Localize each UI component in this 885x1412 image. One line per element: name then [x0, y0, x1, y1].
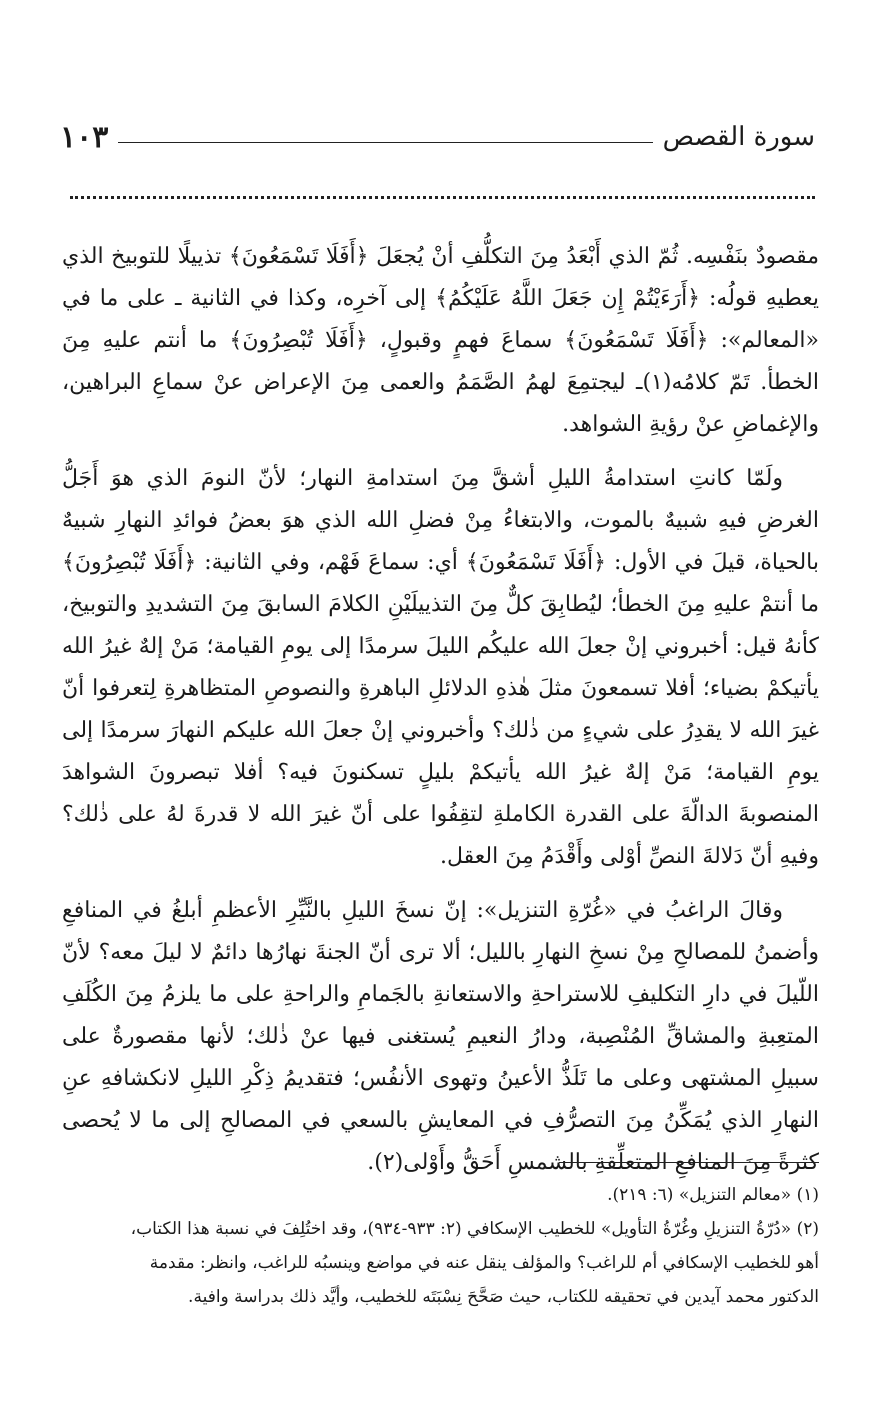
main-text: [62, 236, 819, 1196]
footnotes: [62, 1178, 819, 1314]
footnote-2-line-3: الدكتور محمد آيدين في تحقيقه للكتاب، حيث صَحَّحَ نِسْبَتَه للخطيب، وأيَّد ذلك بدراسة وافية.: [188, 1287, 819, 1307]
page-number: ١٠٣: [60, 119, 109, 155]
dotted-separator: [70, 196, 815, 213]
footnote-2-line-1: (٢) «دُرّةُ التنزيلِ وغُرّةُ التأويل» للخطيب الإسكافي (٢: ٩٣٣-٩٣٤)، وقد اختُلِفَ في نسبة هذا الكتاب،: [130, 1219, 819, 1239]
footnote-1: (١) «معالم التنزيل» (٦: ٢١٩).: [607, 1185, 819, 1205]
paragraph: ولَمّا كانتِ استدامةُ الليلِ أشقَّ مِنَ استدامةِ النهار؛ لأنّ النومَ الذي هوَ أَجَلُّ الغرضِ فيهِ شبيهٌ بالموت، والابتغاءُ مِنْ فضلِ الله الذي هوَ بعضُ فوائدِ النهارِ شبيهٌ بالحياة، قيلَ في الأول: ﴿أَفَلَا تَسْمَعُونَ﴾ أي: سماعَ فَهْم، وفي الثانية: ﴿أَفَلَا تُبْصِرُونَ﴾ ما أنتمْ عليهِ مِنَ الخطأ؛ ليُطابِقَ كلٌّ مِنَ التذييلَيْنِ الكلامَ السابقَ مِنَ التشديدِ والتوبيخ، كأنهُ قيل: أخبروني إنْ جعلَ الله عليكُم الليلَ سرمدًا إلى يومِ القيامة؛ مَنْ إلهٌ غيرُ الله يأتيكمْ بضياء؛ أفلا تسمعونَ مثلَ هٰذهِ الدلائلِ الباهرةِ والنصوصِ المتظاهرةِ لِتعرفوا أنّ غيرَ الله لا يقدِرُ على شيءٍ من ذٰلك؟ وأخبروني إنْ جعلَ الله عليكم النهارَ سرمدًا إلى يومِ القيامة؛ مَنْ إلهٌ غيرُ الله يأتيكمْ بليلٍ تسكنونَ فيه؟ أفلا تبصرونَ الشواهدَ المنصوبةَ الدالّةَ على القدرة الكاملةِ لتقِفُوا على أنّ غيرَ الله لا قدرةَ لهُ على ذٰلك؟ وفيهِ أنّ دَلالةَ النصِّ أوْلى وأَقْدَمُ مِنَ العقل.: [62, 466, 820, 869]
surah-title: سورة القصص: [662, 122, 815, 152]
running-header: [60, 112, 815, 162]
footnote-2-line-2: أهو للخطيب الإسكافي أم للراغب؟ والمؤلف ينقل عنه في مواضع وينسبُه للراغب، وانظر: مقدمة: [149, 1253, 819, 1273]
paragraph: مقصودٌ بنَفْسِه. ثُمّ الذي أَبْعَدُ مِنَ التكلُّفِ أنْ يُجعَلَ ﴿أَفَلَا تَسْمَعُونَ﴾ تذييلًا للتوبيخ الذي يعطيهِ قولُه: ﴿أَرَءَيْتُمْ إِن جَعَلَ اللَّهُ عَلَيْكُمُ﴾ إلى آخرِه، وكذا في الثانية ـ على ما في «المعالم»: ﴿أَفَلَا تَسْمَعُونَ﴾ سماعَ فهمٍ وقبولٍ، ﴿أَفَلَا تُبْصِرُونَ﴾ ما أنتم عليهِ مِنَ الخطأ. تَمّ كلامُه(١)ـ ليجتمِعَ لهمُ الصَّمَمُ والعمى مِنَ الإعراض عنْ سماعِ البراهين، والإغماضِ عنْ رؤيةِ الشواهد.: [62, 244, 819, 437]
header-rule: [118, 142, 652, 143]
paragraph: وقالَ الراغبُ في «غُرّةِ التنزيل»: إنّ نسخَ الليلِ بالنَّيِّرِ الأعظمِ أبلغُ في المنافعِ وأضمنُ للمصالحِ مِنْ نسخِ النهارِ بالليل؛ ألا ترى أنّ الجنةَ نهارُها دائمٌ لا ليلَ معه؟ لأنّ اللّيلَ في دارِ التكليفِ للاستراحةِ والاستعانةِ بالجَمامِ والراحةِ على ما يلزمُ مِنَ الكُلَفِ المتعِبةِ والمشاقِّ المُنْصِبة، ودارُ النعيمِ يُستغنى فيها عنْ ذٰلك؛ لأنها مقصورةٌ على سبيلِ المشتهى وعلى ما تَلَذُّ الأعينُ وتهوى الأنفُس؛ فتقديمُ ذِكْرِ الليلِ لانكشافهِ عنِ النهارِ الذي يُمَكِّنُ مِنَ التصرُّفِ في المعايشِ بالسعي في المصالحِ إلى ما لا يُحصى كثرةً مِنَ المنافعِ المتعلِّقةِ بالشمسِ أَحَقُّ وأَوْلى(٢).: [62, 898, 819, 1175]
footnote-rule: [559, 1162, 819, 1163]
